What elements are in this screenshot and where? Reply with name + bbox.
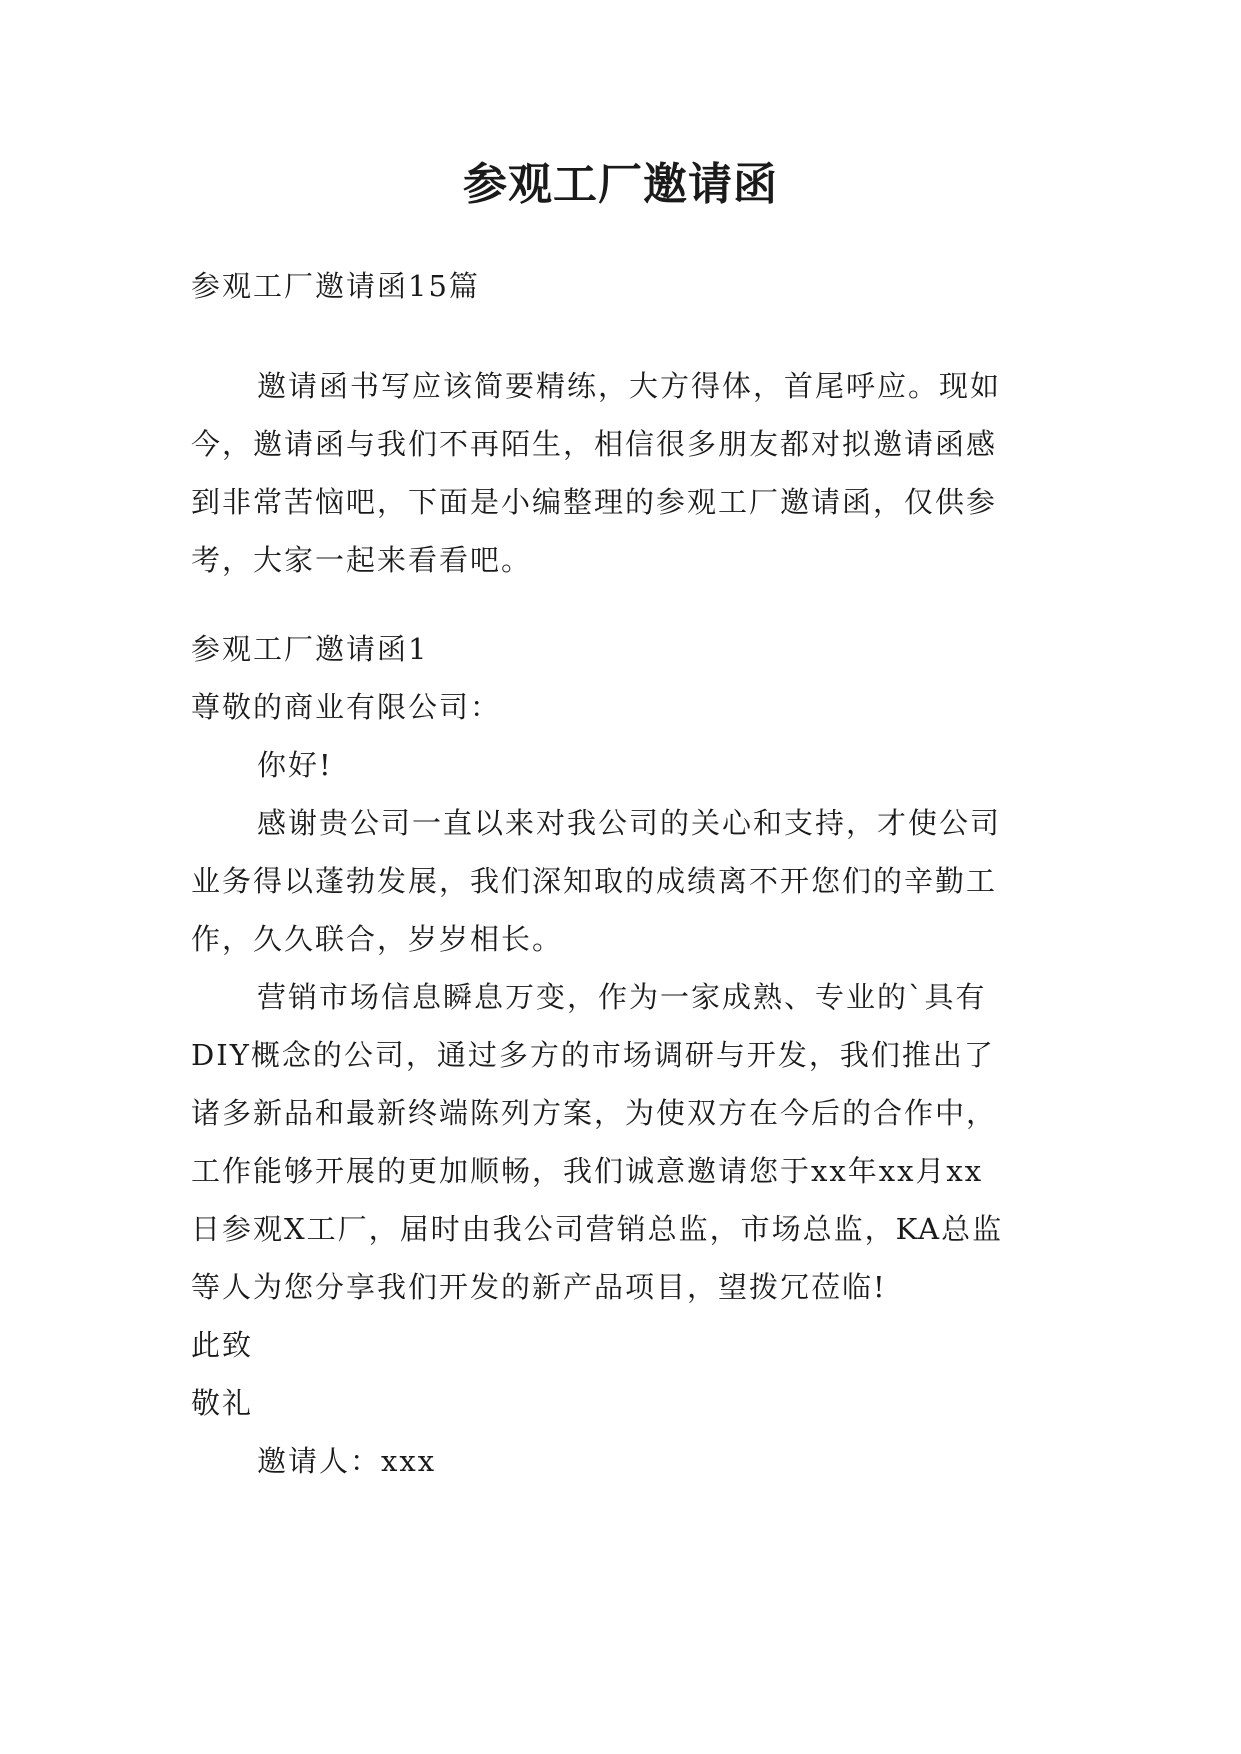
closing-regards: 敬礼 [191,1386,254,1420]
intro-line: 邀请函书写应该简要精练，大方得体，首尾呼应。现如 [257,369,1002,403]
intro-line: 考，大家一起来看看吧。 [191,543,533,577]
para2-line: DIY概念的公司，通过多方的市场调研与开发，我们推出了 [191,1038,995,1072]
intro-line: 到非常苦恼吧，下面是小编整理的参观工厂邀请函，仅供参 [191,485,998,519]
signature-line: 邀请人：xxx [257,1444,437,1478]
para2-line: 等人为您分享我们开发的新产品项目，望拨冗莅临! [191,1270,887,1304]
intro-line: 今，邀请函与我们不再陌生，相信很多朋友都对拟邀请函感 [191,427,998,461]
para1-line: 作，久久联合，岁岁相长。 [191,922,564,956]
document-title: 参观工厂邀请函 [463,159,778,210]
closing-salutation: 此致 [191,1328,254,1362]
para1-line: 感谢贵公司一直以来对我公司的关心和支持，才使公司 [257,806,1002,840]
letter-greeting: 你好! [257,748,333,782]
subtitle-line: 参观工厂邀请函15篇 [191,269,480,303]
letter-heading: 参观工厂邀请函1 [191,632,429,666]
para2-line: 工作能够开展的更加顺畅，我们诚意邀请您于xx年xx月xx [191,1154,984,1188]
letter-recipient: 尊敬的商业有限公司： [191,690,502,724]
intro-paragraph [191,357,1061,589]
para2-line: 日参观X工厂，届时由我公司营销总监，市场总监，KA总监 [191,1212,1004,1246]
para2-line: 诸多新品和最新终端陈列方案，为使双方在今后的合作中， [191,1096,998,1130]
para1-line: 业务得以蓬勃发展，我们深知取的成绩离不开您们的辛勤工 [191,864,998,898]
para2-line: 营销市场信息瞬息万变，作为一家成熟、专业的`具有 [257,980,987,1014]
document-subtitle [191,257,1061,315]
letter-body [191,620,1061,1490]
